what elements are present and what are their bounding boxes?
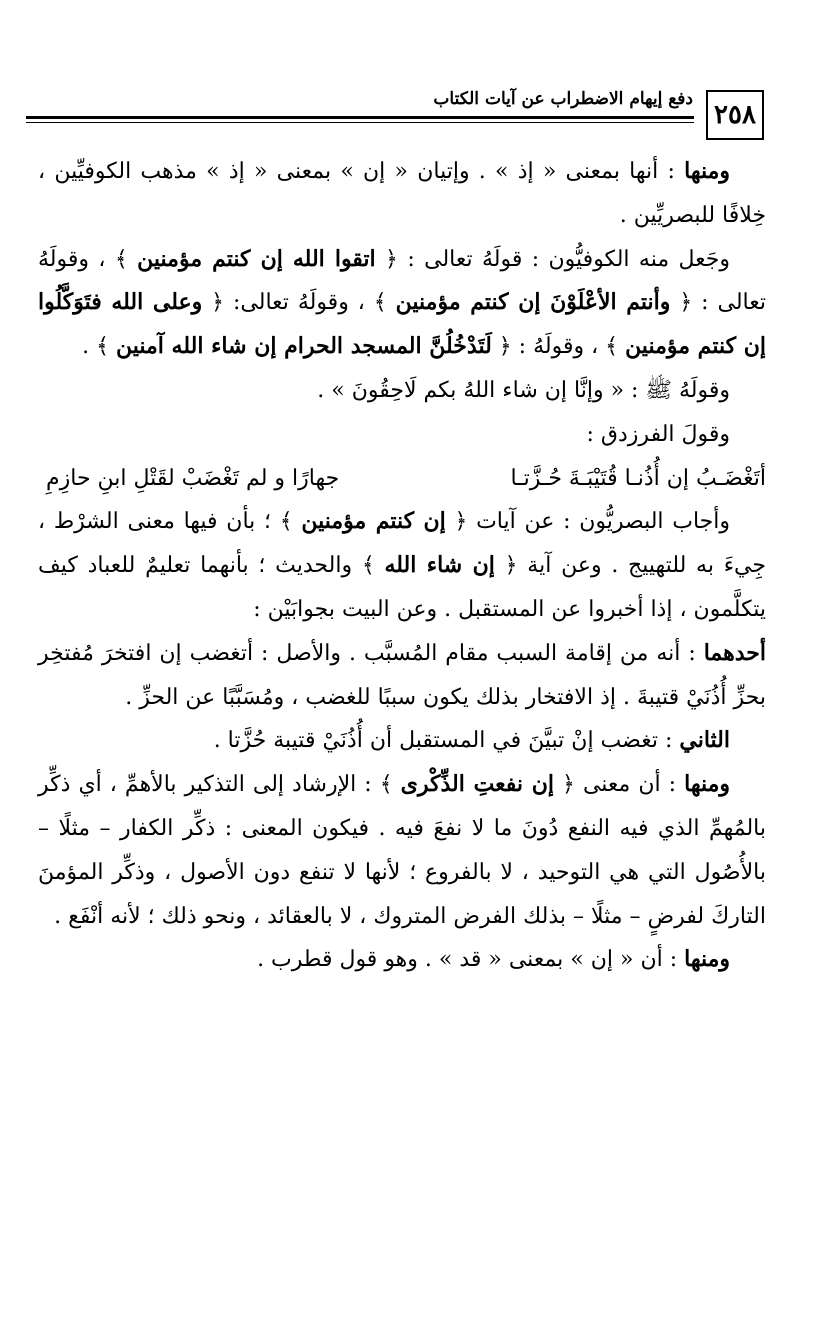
paragraph-9-text: : أن « إن » بمعنى « قد » . وهو قول قطرب . bbox=[257, 947, 685, 973]
poem-verse bbox=[38, 457, 766, 501]
paragraph-6-text: : أنه من إقامة السبب مقام المُسبَّب . والأصل : أتغضب إن افتخرَ مُفتخِر بحزِّ أُذُنَيْ قتيبةَ . إذ الافتخار بذلك يكون سببًا للغضب ، ومُسَبَّبًا عن الحزِّ . bbox=[38, 640, 766, 710]
paragraph-5-text-1: وأجاب البصريُّون : عن آيات ﴿ bbox=[445, 509, 730, 535]
paragraph-4: وقولَ الفرزدق : bbox=[586, 421, 730, 447]
paragraph-1 bbox=[38, 150, 766, 238]
page-number bbox=[706, 90, 764, 140]
paragraph-2-text-5: ﴾ . bbox=[82, 334, 116, 360]
running-title: دفع إيهام الاضطراب عن آيات الكتاب bbox=[433, 89, 693, 109]
quran-quote-2: وأنتم الأعْلَوْنَ إن كنتم مؤمنين bbox=[395, 289, 671, 316]
quran-quote-6: إن شاء الله bbox=[384, 552, 495, 579]
paragraph-7-text: : تغضب إنْ تبيَّنَ في المستقبل أن أُذُنَيْ قتيبة حُزَّتا . bbox=[213, 728, 680, 754]
paragraph-7 bbox=[38, 719, 766, 763]
paragraph-6-lead: أحدهما bbox=[703, 639, 766, 666]
quran-quote-4: لَتَدْخُلُنَّ المسجد الحرام إن شاء الله آمنين bbox=[115, 333, 492, 360]
paragraph-2 bbox=[38, 238, 766, 369]
paragraph-1-text: : أنها بمعنى « إذ » . وإتيان « إن » بمعنى « إذ » مذهب الكوفيِّين ، خِلافًا للبصريِّين . bbox=[38, 159, 766, 228]
paragraph-8-text-1: : أن معنى ﴿ bbox=[554, 772, 685, 798]
page-number-text: ٢٥٨ bbox=[714, 100, 756, 130]
quran-quote-3: وعلى الله فتَوَكَّلُوا إن كنتم مؤمنين bbox=[38, 289, 766, 360]
paragraph-9-lead: ومنها bbox=[684, 946, 730, 973]
paragraph-6 bbox=[38, 632, 766, 720]
paragraph-2-text-1: وجَعل منه الكوفيُّون : قولَهُ تعالى : ﴿ bbox=[375, 246, 730, 272]
body-text bbox=[38, 150, 766, 982]
paragraph-5 bbox=[38, 500, 766, 631]
poem-hemistich-1: أتَغْضَـبُ إن أُذُنـا قُتَيْبَـةَ حُـزَّتـا bbox=[510, 465, 766, 491]
paragraph-2-text-3: ﴾ ، وقولَهُ تعالى: ﴿ bbox=[202, 290, 396, 316]
quran-quote-5: إن كنتم مؤمنين bbox=[301, 508, 446, 535]
header-rule-thin bbox=[26, 122, 694, 123]
paragraph-8-lead: ومنها bbox=[684, 771, 730, 798]
quran-quote-7: إن نفعتِ الذِّكْرى bbox=[400, 771, 554, 798]
quran-quote-1: اتقوا الله إن كنتم مؤمنين bbox=[137, 245, 376, 272]
paragraph-1-lead: ومنها bbox=[684, 158, 730, 184]
poem-hemistich-2: جهارًا و لم تَغْضَبْ لقَتْلِ ابنِ حازِمِ bbox=[46, 465, 340, 491]
paragraph-8 bbox=[38, 763, 766, 938]
paragraph-5-text-2: ﴾ ؛ بأن فيها معنى الشرْط ، جِيءَ به للتهييج . وعن آية ﴿ bbox=[38, 509, 766, 579]
paragraph-2-text-2: ﴾ ، وقولَهُ تعالى : ﴿ bbox=[38, 246, 766, 316]
paragraph-2-text-4: ﴾ ، وقولَهُ : ﴿ bbox=[491, 334, 626, 360]
header-rule-thick bbox=[26, 116, 694, 119]
paragraph-3: وقولَهُ ﷺ : « وإنَّا إن شاء اللهُ بكم لَاحِقُونَ » . bbox=[317, 377, 730, 403]
paragraph-5-text-3: ﴾ والحديث ؛ بأنهما تعليمٌ للعباد كيف يتكلَّمون ، إذا أخبروا عن المستقبل . وعن البيت بجوابَيْن : bbox=[38, 553, 766, 622]
paragraph-7-lead: الثاني bbox=[679, 727, 730, 754]
paragraph-8-text-2: ﴾ : الإرشاد إلى التذكير بالأهمِّ ، أي ذكِّر بالمُهمِّ الذي فيه النفع دُونَ ما لا نفعَ فيه . فيكون المعنى : ذكِّر الكفار – مثلًا – بالأُصُول التي هي التوحيد ، لا بالفروع ؛ لأنها لا تنفع دون الأصول ، وذكِّر المؤمنَ التاركَ لفرضٍ – مثلًا – بذلك الفرض المتروك ، لا بالعقائد ، ونحو ذلك ؛ لأنه أنْفَع . bbox=[38, 772, 766, 929]
paragraph-9 bbox=[38, 938, 766, 982]
